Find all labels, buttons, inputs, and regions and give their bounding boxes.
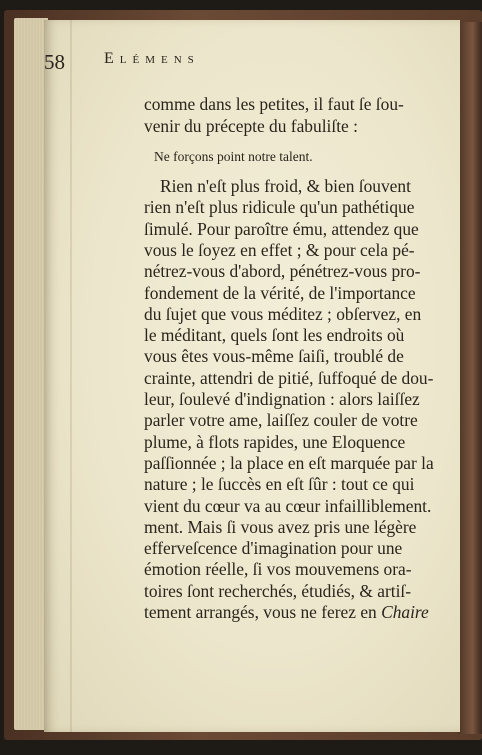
text-line: vient du cœur va au cœur infailliblement. [144,495,432,516]
running-title: Elémens [104,50,200,67]
text-line: toires ſont recherchés, étudiés, & artiſ- [144,580,412,601]
text-line: ment. Mais ſi vous avez pris une légère [144,516,417,537]
text-line: émotion réelle, ſi vos mouvemens ora- [144,559,412,580]
text-line: parler votre ame, laiſſez couler de votre [144,410,418,431]
text-line: Rien n'eſt plus froid, & bien ſouvent [160,176,411,196]
text-line [144,602,429,623]
text-line: rien n'eſt plus ridicule qu'un pathétique [144,197,415,218]
page-number: 58 [44,50,65,74]
gutter-shadow [70,20,72,732]
text-line: nétrez-vous d'abord, pénétrez-vous pro- [144,261,421,282]
text-line: du ſujet que vous méditez ; obſervez, en [144,303,422,324]
book-cover-right-edge [458,22,482,734]
text-line-main: tement arrangés, vous ne ferez en [144,602,377,622]
text-line: vous êtes vous-même ſaiſi, troublé de [144,346,404,367]
text-line: vous le ſoyez en effet ; & pour cela pé- [144,239,415,260]
text-line: le méditant, quels ſont les endroits où [144,325,405,346]
text-line: plume, à flots rapides, une Eloquence [144,431,406,452]
text-line: fondement de la vérité, de l'importance [144,282,416,303]
text-line: leur, ſoulevé d'indignation : alors laiſſez [144,389,420,409]
text-line: efferveſcence d'imagination pour une [144,538,403,559]
text-line: comme dans les petites, il faut ſe ſou- [144,94,404,114]
text-line: ſimulé. Pour paroître ému, attendez que [144,218,419,239]
italic-word: Chaire [381,602,429,622]
page-edges [14,18,48,730]
text-line: venir du précepte du fabuliſte : [144,116,358,136]
quote-line: Ne forçons point notre talent. [154,149,313,164]
text-line: nature ; le ſuccès en eſt ſûr : tout ce qui [144,474,415,495]
text-line: paſſionnée ; la place en eſt marquée par la [144,452,434,473]
text-line: crainte, attendri de pitié, ſuffoqué de dou- [144,367,434,388]
